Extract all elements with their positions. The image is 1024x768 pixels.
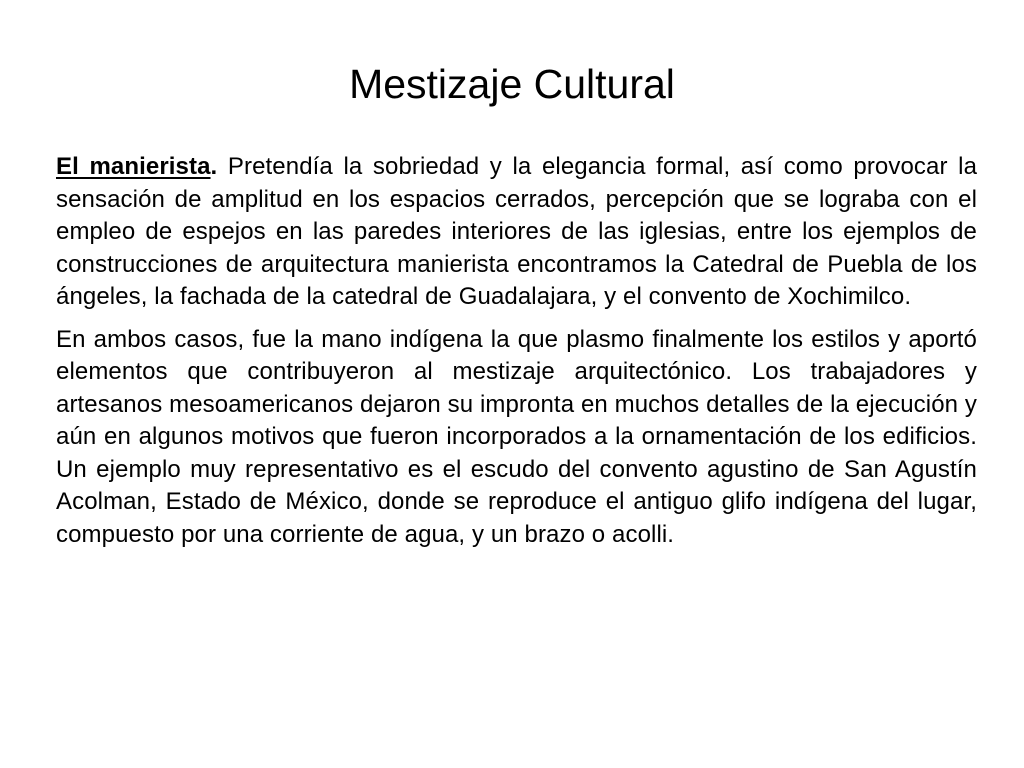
slide-title: Mestizaje Cultural <box>349 61 675 107</box>
paragraph-2-text: En ambos casos, fue la mano indígena la que plasmo finalmente los estilos y aportó elementos que contribuyeron al mestizaje arquitectónico. Los trabajadores y artesanos mesoamericanos dejaron su impronta en muchos detalles de la ejecución y aún en algunos motivos que fueron incorporados a la ornamentación de los edificios. Un ejemplo muy representativo es el escudo del convento agustino de San Agustín Acolman, Estado de México, donde se reproduce el antiguo glifo indígena del lugar, compuesto por una corriente de agua, y un brazo o acolli. <box>56 325 977 548</box>
lead-punct: . <box>210 153 218 180</box>
lead-term: El manierista <box>56 153 211 180</box>
slide-body <box>56 151 977 551</box>
paragraph-mestizaje <box>56 324 977 552</box>
lead-heading <box>56 153 217 180</box>
paragraph-1-text: Pretendía la sobriedad y la elegancia formal, así como provocar la sensación de amplitud en los espacios cerrados, percepción que se lograba con el empleo de espejos en las paredes interiores de las iglesias, entre los ejemplos de construcciones de arquitectura manierista encontramos la Catedral de Puebla de los ángeles, la fachada de la catedral de Guadalajara, y el convento de Xochimilco. <box>56 153 978 310</box>
paragraph-manierista <box>56 151 977 314</box>
